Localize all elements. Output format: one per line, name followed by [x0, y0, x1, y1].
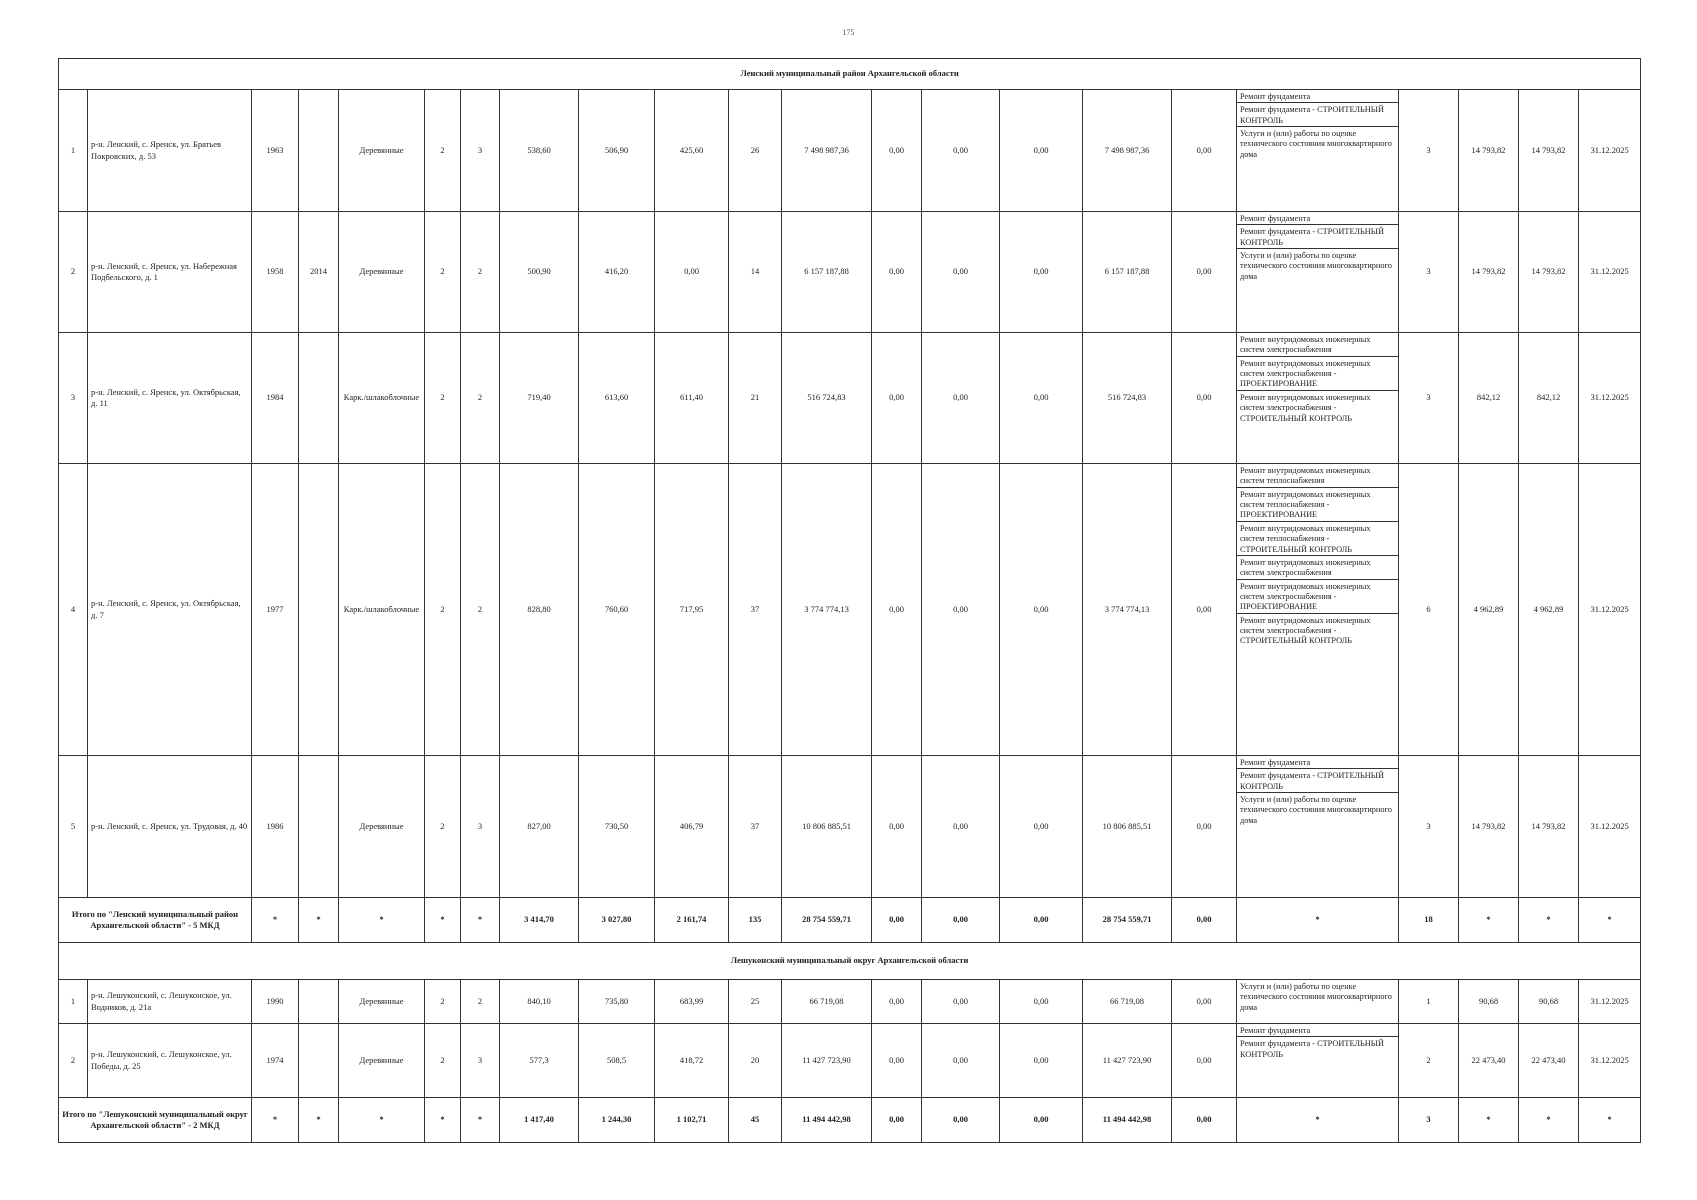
cell-works: [1237, 464, 1399, 756]
cell-cost-total: 10 806 885,51: [782, 756, 872, 898]
total-area-residential: 2 161,74: [655, 898, 729, 943]
cell-area-residential: 425,60: [655, 90, 729, 212]
works-list: [1237, 980, 1398, 1013]
cell-works-count: 3: [1399, 90, 1459, 212]
total-cost-total: 28 754 559,71: [782, 898, 872, 943]
section-total-row: [59, 1098, 1641, 1143]
cell-fund-regional: 0,00: [922, 90, 1000, 212]
cell-fund-federal: 0,00: [872, 464, 922, 756]
cell-unit-cost-max: 4 962,89: [1519, 464, 1579, 756]
total-fund-other: 0,00: [1172, 1098, 1237, 1143]
work-item: [1237, 464, 1398, 488]
total-dash: *: [461, 1098, 500, 1143]
work-item: [1237, 580, 1398, 614]
work-item: [1237, 793, 1398, 826]
cell-unit-cost: 22 473,40: [1459, 1024, 1519, 1098]
total-dash: *: [1579, 898, 1641, 943]
cell-address: р-н. Ленский, с. Яренск, ул. Трудовая, д. 40: [88, 756, 252, 898]
cell-works: [1237, 333, 1399, 464]
total-dash: *: [252, 898, 299, 943]
table-row: [59, 756, 1641, 898]
work-item: [1237, 756, 1398, 769]
cell-address: р-н. Лешуконский, с. Лешуконское, ул. Водников, д. 21а: [88, 980, 252, 1024]
cell-entrances: 2: [461, 212, 500, 333]
cell-cost-total: 66 719,08: [782, 980, 872, 1024]
work-item: [1237, 614, 1398, 647]
cell-fund-regional: 0,00: [922, 980, 1000, 1024]
cell-address: р-н. Лешуконский, с. Лешуконское, ул. Победы, д. 25: [88, 1024, 252, 1098]
work-item: [1237, 249, 1398, 282]
cell-unit-cost: 14 793,82: [1459, 90, 1519, 212]
cell-fund-owners: 10 806 885,51: [1083, 756, 1172, 898]
cell-cost-total: 7 498 987,36: [782, 90, 872, 212]
cell-unit-cost: 14 793,82: [1459, 212, 1519, 333]
work-item: [1237, 980, 1398, 1013]
cell-works-count: 3: [1399, 756, 1459, 898]
work-label: Ремонт внутридомовых инженерных систем теплоснабжения - СТРОИТЕЛЬНЫЙ КОНТРОЛЬ: [1240, 523, 1371, 554]
cell-area-total: 719,40: [500, 333, 579, 464]
cell-floors: 2: [425, 90, 461, 212]
work-label: Ремонт фундамента - СТРОИТЕЛЬНЫЙ КОНТРОЛЬ: [1240, 1039, 1385, 1059]
cell-cost-total: 11 427 723,90: [782, 1024, 872, 1098]
work-label: Ремонт внутридомовых инженерных систем электроснабжения: [1240, 335, 1371, 355]
cell-floors: 2: [425, 464, 461, 756]
cell-unit-cost-max: 842,12: [1519, 333, 1579, 464]
cell-wall-material: Карк./шлакоблочные: [339, 464, 425, 756]
cell-fund-local: 0,00: [1000, 1024, 1083, 1098]
work-item: [1237, 357, 1398, 391]
cell-unit-cost-max: 14 793,82: [1519, 212, 1579, 333]
cell-year-built: 1963: [252, 90, 299, 212]
cell-area-total: 577,3: [500, 1024, 579, 1098]
total-label: Итого по "Лешуконский муниципальный округ Архангельской области" - 2 МКД: [59, 1098, 252, 1143]
cell-cost-total: 3 774 774,13: [782, 464, 872, 756]
work-label: Ремонт фундамента: [1240, 92, 1311, 101]
total-fund-federal: 0,00: [872, 1098, 922, 1143]
page-number: 175: [842, 28, 855, 37]
total-area-total: 3 414,70: [500, 898, 579, 943]
total-dash: *: [425, 898, 461, 943]
total-fund-owners: 11 494 442,98: [1083, 1098, 1172, 1143]
cell-residents: 20: [729, 1024, 782, 1098]
cell-works-count: 6: [1399, 464, 1459, 756]
work-label: Услуги и (или) работы по оценке технического состояния многоквартирного дома: [1240, 129, 1392, 159]
cell-fund-local: 0,00: [1000, 756, 1083, 898]
cell-year-built: 1974: [252, 1024, 299, 1098]
cell-works-count: 1: [1399, 980, 1459, 1024]
table-row: [59, 333, 1641, 464]
work-item: [1237, 769, 1398, 793]
cell-wall-material: Карк./шлакоблочные: [339, 333, 425, 464]
total-dash: *: [1519, 898, 1579, 943]
cell-address: р-н. Ленский, с. Яренск, ул. Братьев Покровских, д. 53: [88, 90, 252, 212]
cell-fund-owners: 516 724,83: [1083, 333, 1172, 464]
total-dash: *: [1579, 1098, 1641, 1143]
total-works-count: 18: [1399, 898, 1459, 943]
cell-fund-local: 0,00: [1000, 90, 1083, 212]
cell-area-total: 538,60: [500, 90, 579, 212]
cell-num: 1: [59, 90, 88, 212]
table-row: [59, 980, 1641, 1024]
cell-entrances: 2: [461, 464, 500, 756]
cell-wall-material: Деревянные: [339, 90, 425, 212]
cell-year-overhaul: [299, 464, 339, 756]
cell-entrances: 3: [461, 90, 500, 212]
cell-fund-regional: 0,00: [922, 333, 1000, 464]
cell-works: [1237, 90, 1399, 212]
cell-area-residential: 0,00: [655, 212, 729, 333]
work-label: Ремонт фундамента: [1240, 758, 1311, 767]
cell-fund-local: 0,00: [1000, 464, 1083, 756]
cell-year-built: 1984: [252, 333, 299, 464]
cell-unit-cost-max: 90,68: [1519, 980, 1579, 1024]
cell-wall-material: Деревянные: [339, 212, 425, 333]
cell-fund-owners: 66 719,08: [1083, 980, 1172, 1024]
cell-residents: 37: [729, 756, 782, 898]
cell-unit-cost-max: 22 473,40: [1519, 1024, 1579, 1098]
total-area-premises: 3 027,80: [579, 898, 655, 943]
section-header: [59, 943, 1641, 980]
work-item: [1237, 212, 1398, 225]
work-label: Ремонт внутридомовых инженерных систем электроснабжения - СТРОИТЕЛЬНЫЙ КОНТРОЛЬ: [1240, 615, 1371, 646]
total-dash: *: [339, 1098, 425, 1143]
cell-fund-other: 0,00: [1172, 980, 1237, 1024]
work-label: Ремонт внутридомовых инженерных систем электроснабжения: [1240, 557, 1371, 578]
cell-area-total: 500,90: [500, 212, 579, 333]
total-fund-regional: 0,00: [922, 898, 1000, 943]
total-dash: *: [425, 1098, 461, 1143]
total-label: Итого по "Ленский муниципальный район Архангельской области" - 5 МКД: [59, 898, 252, 943]
cell-fund-local: 0,00: [1000, 980, 1083, 1024]
works-list: [1237, 333, 1398, 424]
cell-fund-federal: 0,00: [872, 333, 922, 464]
cell-year-overhaul: 2014: [299, 212, 339, 333]
cell-fund-regional: 0,00: [922, 1024, 1000, 1098]
cell-area-total: 840,10: [500, 980, 579, 1024]
cell-fund-other: 0,00: [1172, 464, 1237, 756]
cell-area-premises: 735,80: [579, 980, 655, 1024]
cell-fund-regional: 0,00: [922, 464, 1000, 756]
total-area-residential: 1 102,71: [655, 1098, 729, 1143]
table-row: [59, 212, 1641, 333]
cell-num: 4: [59, 464, 88, 756]
total-dash: *: [252, 1098, 299, 1143]
cell-entrances: 2: [461, 333, 500, 464]
total-area-total: 1 417,40: [500, 1098, 579, 1143]
cell-fund-other: 0,00: [1172, 333, 1237, 464]
cell-fund-other: 0,00: [1172, 756, 1237, 898]
cell-num: 2: [59, 212, 88, 333]
cell-area-premises: 508,5: [579, 1024, 655, 1098]
cell-fund-regional: 0,00: [922, 756, 1000, 898]
cell-year-overhaul: [299, 1024, 339, 1098]
cell-deadline: 31.12.2025: [1579, 980, 1641, 1024]
total-dash: *: [1459, 1098, 1519, 1143]
cell-unit-cost: 842,12: [1459, 333, 1519, 464]
cell-fund-other: 0,00: [1172, 90, 1237, 212]
cell-area-residential: 717,95: [655, 464, 729, 756]
work-item: [1237, 556, 1398, 580]
cell-floors: 2: [425, 1024, 461, 1098]
cell-fund-federal: 0,00: [872, 1024, 922, 1098]
cell-fund-federal: 0,00: [872, 90, 922, 212]
work-item: [1237, 103, 1398, 127]
cell-year-overhaul: [299, 333, 339, 464]
works-list: [1237, 90, 1398, 160]
total-dash: *: [339, 898, 425, 943]
cell-wall-material: Деревянные: [339, 980, 425, 1024]
cell-fund-other: 0,00: [1172, 212, 1237, 333]
work-item: [1237, 522, 1398, 556]
works-list: [1237, 464, 1398, 647]
cell-area-residential: 611,40: [655, 333, 729, 464]
cell-residents: 21: [729, 333, 782, 464]
work-label: Услуги и (или) работы по оценке технического состояния многоквартирного дома: [1240, 251, 1392, 281]
table-row: [59, 1024, 1641, 1098]
cell-cost-total: 6 157 187,88: [782, 212, 872, 333]
cell-unit-cost: 4 962,89: [1459, 464, 1519, 756]
cell-area-residential: 683,99: [655, 980, 729, 1024]
work-item: [1237, 127, 1398, 160]
cell-fund-other: 0,00: [1172, 1024, 1237, 1098]
total-dash: *: [1459, 898, 1519, 943]
cell-works: [1237, 1024, 1399, 1098]
total-fund-local: 0,00: [1000, 898, 1083, 943]
cell-deadline: 31.12.2025: [1579, 1024, 1641, 1098]
cell-wall-material: Деревянные: [339, 756, 425, 898]
cell-fund-local: 0,00: [1000, 333, 1083, 464]
cell-deadline: 31.12.2025: [1579, 333, 1641, 464]
cell-unit-cost-max: 14 793,82: [1519, 756, 1579, 898]
cell-num: 3: [59, 333, 88, 464]
cell-residents: 26: [729, 90, 782, 212]
cell-year-built: 1958: [252, 212, 299, 333]
work-label: Ремонт фундамента - СТРОИТЕЛЬНЫЙ КОНТРОЛЬ: [1240, 771, 1385, 791]
cell-unit-cost: 90,68: [1459, 980, 1519, 1024]
total-residents: 135: [729, 898, 782, 943]
cell-fund-federal: 0,00: [872, 212, 922, 333]
cell-floors: 2: [425, 333, 461, 464]
cell-year-overhaul: [299, 980, 339, 1024]
work-item: [1237, 333, 1398, 357]
cell-cost-total: 516 724,83: [782, 333, 872, 464]
cell-works-count: 3: [1399, 212, 1459, 333]
cell-num: 2: [59, 1024, 88, 1098]
cell-floors: 2: [425, 756, 461, 898]
work-label: Ремонт внутридомовых инженерных систем теплоснабжения: [1240, 466, 1371, 486]
total-area-premises: 1 244,30: [579, 1098, 655, 1143]
cell-area-total: 827,00: [500, 756, 579, 898]
section-title: Лешуконский муниципальный округ Архангельской области: [59, 943, 1641, 980]
total-fund-regional: 0,00: [922, 1098, 1000, 1143]
cell-wall-material: Деревянные: [339, 1024, 425, 1098]
cell-floors: 2: [425, 980, 461, 1024]
cell-year-built: 1977: [252, 464, 299, 756]
cell-year-overhaul: [299, 756, 339, 898]
work-item: [1237, 1037, 1398, 1060]
total-works-count: 3: [1399, 1098, 1459, 1143]
cell-area-premises: 416,20: [579, 212, 655, 333]
cell-fund-federal: 0,00: [872, 756, 922, 898]
total-cost-total: 11 494 442,98: [782, 1098, 872, 1143]
works-list: [1237, 1024, 1398, 1060]
works-list: [1237, 212, 1398, 282]
section-header: [59, 59, 1641, 90]
section-total-row: [59, 898, 1641, 943]
cell-fund-owners: 6 157 187,88: [1083, 212, 1172, 333]
total-dash: *: [1519, 1098, 1579, 1143]
cell-deadline: 31.12.2025: [1579, 464, 1641, 756]
cell-fund-owners: 3 774 774,13: [1083, 464, 1172, 756]
cell-deadline: 31.12.2025: [1579, 212, 1641, 333]
cell-area-premises: 506,90: [579, 90, 655, 212]
work-item: [1237, 1024, 1398, 1037]
work-item: [1237, 488, 1398, 522]
cell-entrances: 3: [461, 1024, 500, 1098]
cell-area-residential: 418,72: [655, 1024, 729, 1098]
work-label: Ремонт внутридомовых инженерных систем электроснабжения - ПРОЕКТИРОВАНИЕ: [1240, 581, 1371, 612]
cell-works: [1237, 212, 1399, 333]
works-list: [1237, 756, 1398, 826]
cell-deadline: 31.12.2025: [1579, 90, 1641, 212]
cell-residents: 25: [729, 980, 782, 1024]
cell-year-built: 1986: [252, 756, 299, 898]
work-label: Услуги и (или) работы по оценке технического состояния многоквартирного дома: [1240, 795, 1392, 825]
total-dash: *: [1237, 898, 1399, 943]
work-label: Ремонт внутридомовых инженерных систем электроснабжения - ПРОЕКТИРОВАНИЕ: [1240, 358, 1371, 389]
cell-fund-federal: 0,00: [872, 980, 922, 1024]
total-dash: *: [1237, 1098, 1399, 1143]
cell-works: [1237, 980, 1399, 1024]
cell-entrances: 2: [461, 980, 500, 1024]
cell-area-premises: 613,60: [579, 333, 655, 464]
work-label: Ремонт фундамента: [1240, 214, 1311, 223]
cell-year-overhaul: [299, 90, 339, 212]
total-dash: *: [461, 898, 500, 943]
work-label: Ремонт фундамента: [1240, 1026, 1311, 1035]
cell-entrances: 3: [461, 756, 500, 898]
cell-works-count: 2: [1399, 1024, 1459, 1098]
cell-num: 1: [59, 980, 88, 1024]
cell-fund-local: 0,00: [1000, 212, 1083, 333]
cell-fund-owners: 11 427 723,90: [1083, 1024, 1172, 1098]
cell-address: р-н. Ленский, с. Яренск, ул. Октябрьская, д. 7: [88, 464, 252, 756]
total-dash: *: [299, 1098, 339, 1143]
work-label: Ремонт фундамента - СТРОИТЕЛЬНЫЙ КОНТРОЛЬ: [1240, 105, 1385, 125]
overhaul-register-table: [58, 58, 1641, 1143]
work-item: [1237, 391, 1398, 424]
cell-address: р-н. Ленский, с. Яренск, ул. Октябрьская, д. 11: [88, 333, 252, 464]
cell-address: р-н. Ленский, с. Яренск, ул. Набережная Подбельского, д. 1: [88, 212, 252, 333]
section-title: Ленский муниципальный район Архангельской области: [59, 59, 1641, 90]
cell-year-built: 1990: [252, 980, 299, 1024]
work-label: Услуги и (или) работы по оценке технического состояния многоквартирного дома: [1240, 982, 1392, 1012]
total-fund-owners: 28 754 559,71: [1083, 898, 1172, 943]
cell-area-total: 828,80: [500, 464, 579, 756]
cell-deadline: 31.12.2025: [1579, 756, 1641, 898]
total-fund-other: 0,00: [1172, 898, 1237, 943]
table-row: [59, 464, 1641, 756]
total-residents: 45: [729, 1098, 782, 1143]
cell-num: 5: [59, 756, 88, 898]
cell-unit-cost: 14 793,82: [1459, 756, 1519, 898]
total-dash: *: [299, 898, 339, 943]
cell-works-count: 3: [1399, 333, 1459, 464]
cell-area-residential: 406,79: [655, 756, 729, 898]
work-label: Ремонт внутридомовых инженерных систем электроснабжения - СТРОИТЕЛЬНЫЙ КОНТРОЛЬ: [1240, 392, 1371, 423]
cell-fund-regional: 0,00: [922, 212, 1000, 333]
cell-residents: 37: [729, 464, 782, 756]
table-row: [59, 90, 1641, 212]
total-fund-federal: 0,00: [872, 898, 922, 943]
cell-unit-cost-max: 14 793,82: [1519, 90, 1579, 212]
cell-residents: 14: [729, 212, 782, 333]
cell-floors: 2: [425, 212, 461, 333]
cell-works: [1237, 756, 1399, 898]
cell-fund-owners: 7 498 987,36: [1083, 90, 1172, 212]
total-fund-local: 0,00: [1000, 1098, 1083, 1143]
work-item: [1237, 225, 1398, 249]
work-label: Ремонт фундамента - СТРОИТЕЛЬНЫЙ КОНТРОЛЬ: [1240, 227, 1385, 247]
work-label: Ремонт внутридомовых инженерных систем теплоснабжения - ПРОЕКТИРОВАНИЕ: [1240, 489, 1371, 520]
cell-area-premises: 730,50: [579, 756, 655, 898]
work-item: [1237, 90, 1398, 103]
cell-area-premises: 760,60: [579, 464, 655, 756]
